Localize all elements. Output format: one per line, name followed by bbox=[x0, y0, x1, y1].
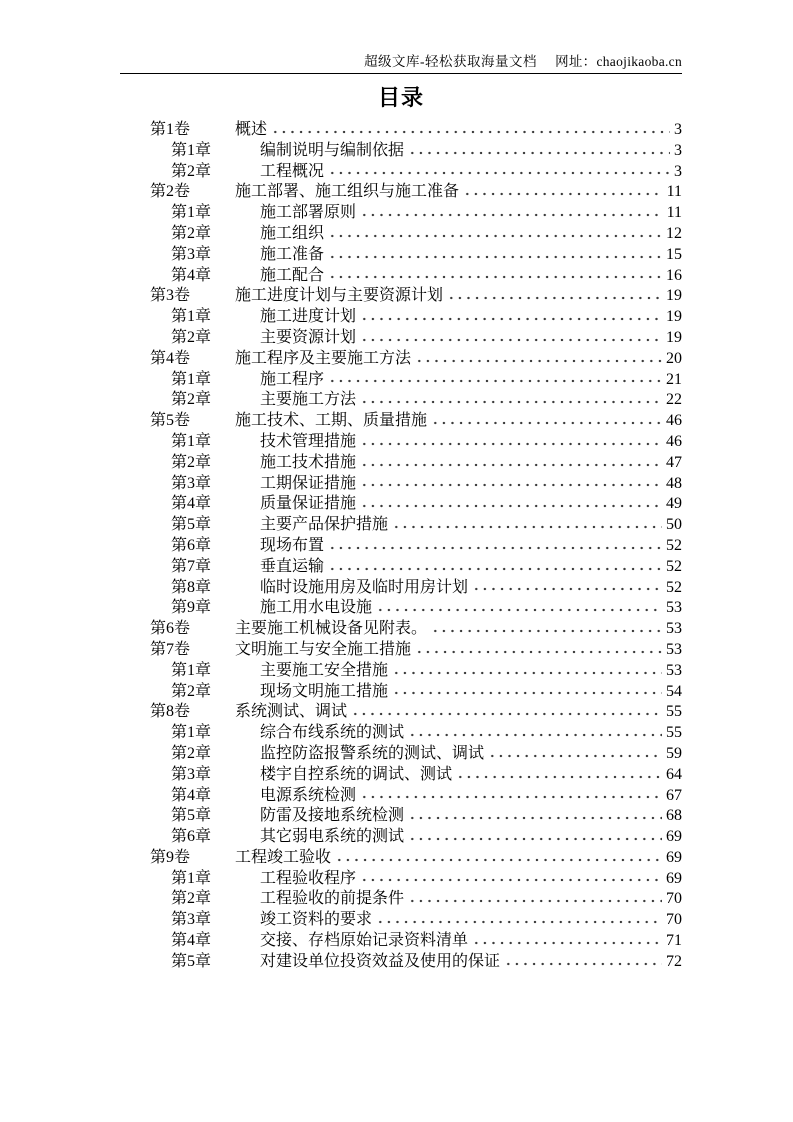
dot-leader bbox=[407, 141, 670, 162]
header-site-name: 超级文库-轻松获取海量文档 bbox=[364, 54, 538, 69]
dot-leader bbox=[359, 786, 662, 807]
toc-entry[interactable] bbox=[120, 286, 682, 307]
toc-entry-title: 工程概况 bbox=[260, 162, 325, 180]
toc-entry-title: 施工配合 bbox=[260, 266, 325, 284]
dot-leader bbox=[334, 848, 662, 869]
toc-entry-label: 第3章 bbox=[171, 765, 212, 783]
toc-entry-title: 防雷及接地系统检测 bbox=[260, 807, 405, 825]
toc-entry-title: 主要产品保护措施 bbox=[260, 516, 389, 534]
toc-entry[interactable] bbox=[120, 141, 682, 162]
toc-entry-label: 第3章 bbox=[171, 474, 212, 492]
toc-entry-title: 施工进度计划 bbox=[260, 308, 357, 326]
toc-entry-label: 第2章 bbox=[171, 890, 212, 908]
toc-entry[interactable] bbox=[120, 536, 682, 557]
toc-entry-label: 第6卷 bbox=[150, 620, 191, 638]
toc-entry-label: 第3章 bbox=[171, 245, 212, 263]
dot-leader bbox=[430, 411, 662, 432]
toc-entry-title: 对建设单位投资效益及使用的保证 bbox=[260, 952, 501, 970]
toc-entry-page: 67 bbox=[666, 786, 682, 804]
toc-entry-page: 47 bbox=[666, 453, 682, 471]
dot-leader bbox=[446, 286, 662, 307]
toc-entry-title: 施工进度计划与主要资源计划 bbox=[235, 287, 444, 305]
toc-entry[interactable] bbox=[120, 203, 682, 224]
toc-entry[interactable] bbox=[120, 245, 682, 266]
dot-leader bbox=[327, 557, 662, 578]
dot-leader bbox=[487, 744, 662, 765]
toc-entry-page: 48 bbox=[666, 474, 682, 492]
toc-entry-page: 16 bbox=[666, 266, 682, 284]
toc-entry-title: 工程竣工验收 bbox=[235, 848, 332, 866]
toc-entry-title: 工程验收程序 bbox=[260, 869, 357, 887]
dot-leader bbox=[327, 266, 662, 287]
toc-entry-label: 第1卷 bbox=[150, 121, 191, 138]
toc-entry-page: 64 bbox=[666, 765, 682, 783]
toc-entry-page: 68 bbox=[666, 807, 682, 825]
toc-entry-label: 第7卷 bbox=[150, 640, 191, 658]
toc-entry[interactable] bbox=[120, 411, 682, 432]
toc-entry[interactable] bbox=[120, 744, 682, 765]
toc-entry[interactable] bbox=[120, 889, 682, 910]
toc-entry-page: 12 bbox=[666, 224, 682, 242]
toc-entry[interactable] bbox=[120, 120, 682, 141]
toc-entry[interactable] bbox=[120, 307, 682, 328]
toc-entry-page: 3 bbox=[674, 141, 682, 159]
toc-entry-title: 技术管理措施 bbox=[260, 432, 357, 450]
toc-entry[interactable] bbox=[120, 827, 682, 848]
toc-entry-title: 其它弱电系统的测试 bbox=[260, 828, 405, 846]
header-site-url: 网址：chaojikaoba.cn bbox=[555, 54, 682, 69]
dot-leader bbox=[359, 474, 662, 495]
toc-entry-label: 第3卷 bbox=[150, 287, 191, 305]
dot-leader bbox=[503, 952, 662, 973]
toc-entry-page: 19 bbox=[666, 308, 682, 326]
dot-leader bbox=[407, 889, 662, 910]
header-divider bbox=[120, 73, 682, 74]
toc-entry-page: 54 bbox=[666, 682, 682, 700]
toc-entry[interactable] bbox=[120, 786, 682, 807]
dot-leader bbox=[327, 224, 662, 245]
toc-entry-page: 70 bbox=[666, 911, 682, 929]
toc-entry-page: 11 bbox=[666, 204, 682, 222]
toc-entry-page: 55 bbox=[666, 703, 682, 721]
toc-entry[interactable] bbox=[120, 557, 682, 578]
toc-entry-title: 监控防盗报警系统的测试、调试 bbox=[260, 744, 485, 762]
page-title: 目录 bbox=[377, 85, 424, 110]
toc-entry-title: 竣工资料的要求 bbox=[260, 911, 373, 929]
toc-entry-page: 46 bbox=[666, 412, 682, 430]
toc-entry-label: 第3章 bbox=[171, 911, 212, 929]
toc-entry-label: 第1章 bbox=[171, 308, 212, 326]
toc-entry-page: 52 bbox=[666, 557, 682, 575]
toc-entry-page: 53 bbox=[666, 620, 682, 638]
dot-leader bbox=[471, 931, 662, 952]
toc-entry[interactable] bbox=[120, 952, 682, 973]
toc-entry-title: 综合布线系统的测试 bbox=[260, 724, 405, 742]
toc-entry-page: 19 bbox=[666, 287, 682, 305]
toc-entry-title: 现场文明施工措施 bbox=[260, 682, 389, 700]
dot-leader bbox=[391, 661, 662, 682]
toc-entry-title: 临时设施用房及临时用房计划 bbox=[260, 578, 469, 596]
toc-entry-page: 21 bbox=[666, 370, 682, 388]
toc-entry-title: 系统测试、调试 bbox=[235, 703, 348, 721]
dot-leader bbox=[359, 869, 662, 890]
dot-leader bbox=[407, 723, 662, 744]
toc-entry[interactable] bbox=[120, 723, 682, 744]
toc-entry-label: 第4章 bbox=[171, 786, 212, 804]
toc-entry-title: 质量保证措施 bbox=[260, 495, 357, 513]
toc-entry-label: 第2章 bbox=[171, 162, 212, 180]
toc-entry-label: 第2章 bbox=[171, 391, 212, 409]
dot-leader bbox=[359, 328, 662, 349]
dot-leader bbox=[375, 598, 662, 619]
toc-entry-label: 第6章 bbox=[171, 828, 212, 846]
toc-entry[interactable] bbox=[120, 162, 682, 183]
toc-entry-label: 第4章 bbox=[171, 266, 212, 284]
toc-entry-label: 第2章 bbox=[171, 453, 212, 471]
toc-list bbox=[120, 120, 682, 973]
page-header bbox=[120, 53, 682, 70]
toc-entry-title: 施工准备 bbox=[260, 245, 325, 263]
toc-entry-page: 22 bbox=[666, 391, 682, 409]
toc-entry-page: 53 bbox=[666, 640, 682, 658]
toc-entry-title: 施工部署、施工组织与施工准备 bbox=[235, 183, 460, 201]
dot-leader bbox=[471, 578, 662, 599]
toc-entry-page: 3 bbox=[674, 162, 682, 180]
toc-entry-page: 55 bbox=[666, 724, 682, 742]
dot-leader bbox=[407, 806, 662, 827]
toc-entry-page: 46 bbox=[666, 432, 682, 450]
toc-entry-title: 现场布置 bbox=[260, 536, 325, 554]
toc-entry-page: 53 bbox=[666, 599, 682, 617]
toc-entry-label: 第2章 bbox=[171, 682, 212, 700]
toc-entry-label: 第7章 bbox=[171, 557, 212, 575]
toc-entry[interactable] bbox=[120, 806, 682, 827]
toc-entry[interactable] bbox=[120, 266, 682, 287]
dot-leader bbox=[375, 910, 662, 931]
dot-leader bbox=[414, 640, 662, 661]
toc-entry-title: 主要施工方法 bbox=[260, 391, 357, 409]
dot-leader bbox=[391, 515, 662, 536]
toc-entry-label: 第4章 bbox=[171, 932, 212, 950]
toc-entry[interactable] bbox=[120, 661, 682, 682]
toc-entry-label: 第2章 bbox=[171, 328, 212, 346]
toc-entry[interactable] bbox=[120, 224, 682, 245]
toc-entry-label: 第5章 bbox=[171, 516, 212, 534]
toc-entry-title: 概述 bbox=[235, 121, 268, 138]
toc-entry-title: 施工部署原则 bbox=[260, 204, 357, 222]
toc-entry-label: 第5章 bbox=[171, 807, 212, 825]
dot-leader bbox=[359, 307, 662, 328]
toc-entry-label: 第6章 bbox=[171, 536, 212, 554]
toc-entry-label: 第2章 bbox=[171, 744, 212, 762]
toc-entry-title: 工期保证措施 bbox=[260, 474, 357, 492]
toc-entry-title: 施工组织 bbox=[260, 224, 325, 242]
toc-entry-page: 3 bbox=[674, 121, 682, 138]
dot-leader bbox=[359, 203, 663, 224]
toc-entry-label: 第1章 bbox=[171, 370, 212, 388]
toc-entry-page: 53 bbox=[666, 661, 682, 679]
toc-entry-title: 施工技术措施 bbox=[260, 453, 357, 471]
toc-entry-title: 施工用水电设施 bbox=[260, 599, 373, 617]
dot-leader bbox=[327, 162, 670, 183]
toc-entry[interactable] bbox=[120, 578, 682, 599]
dot-leader bbox=[455, 765, 662, 786]
toc-entry-page: 70 bbox=[666, 890, 682, 908]
toc-entry[interactable] bbox=[120, 848, 682, 869]
dot-leader bbox=[430, 619, 662, 640]
toc-entry-title: 主要施工机械设备见附表。 bbox=[235, 620, 428, 638]
toc-entry[interactable] bbox=[120, 182, 682, 203]
page-content bbox=[120, 0, 682, 973]
toc-entry[interactable] bbox=[120, 619, 682, 640]
dot-leader bbox=[327, 245, 662, 266]
toc-entry[interactable] bbox=[120, 910, 682, 931]
toc-entry-page: 20 bbox=[666, 349, 682, 367]
dot-leader bbox=[407, 827, 662, 848]
toc-entry-page: 11 bbox=[666, 183, 682, 201]
toc-entry[interactable] bbox=[120, 702, 682, 723]
dot-leader bbox=[414, 349, 662, 370]
toc-entry-label: 第4章 bbox=[171, 495, 212, 513]
toc-entry-label: 第1章 bbox=[171, 724, 212, 742]
toc-entry-page: 69 bbox=[666, 848, 682, 866]
dot-leader bbox=[327, 536, 662, 557]
toc-entry-label: 第9卷 bbox=[150, 848, 191, 866]
toc-entry-label: 第5卷 bbox=[150, 412, 191, 430]
toc-entry-page: 15 bbox=[666, 245, 682, 263]
toc-entry-label: 第1章 bbox=[171, 661, 212, 679]
toc-entry-label: 第8章 bbox=[171, 578, 212, 596]
toc-entry-label: 第1章 bbox=[171, 204, 212, 222]
dot-leader bbox=[327, 370, 662, 391]
toc-entry-title: 交接、存档原始记录资料清单 bbox=[260, 932, 469, 950]
toc-entry[interactable] bbox=[120, 598, 682, 619]
toc-entry[interactable] bbox=[120, 494, 682, 515]
toc-entry-page: 50 bbox=[666, 516, 682, 534]
toc-entry[interactable] bbox=[120, 349, 682, 370]
toc-entry-page: 69 bbox=[666, 869, 682, 887]
toc-entry-page: 52 bbox=[666, 536, 682, 554]
toc-entry-title: 施工程序及主要施工方法 bbox=[235, 349, 412, 367]
toc-entry-title: 电源系统检测 bbox=[260, 786, 357, 804]
dot-leader bbox=[359, 432, 662, 453]
toc-entry-page: 59 bbox=[666, 744, 682, 762]
toc-entry-label: 第9章 bbox=[171, 599, 212, 617]
toc-entry-title: 主要资源计划 bbox=[260, 328, 357, 346]
toc-entry-label: 第1章 bbox=[171, 432, 212, 450]
dot-leader bbox=[270, 120, 670, 141]
toc-entry-title: 施工技术、工期、质量措施 bbox=[235, 412, 428, 430]
toc-entry-page: 72 bbox=[666, 952, 682, 970]
dot-leader bbox=[462, 182, 663, 203]
toc-entry-label: 第1章 bbox=[171, 141, 212, 159]
toc-entry-title: 工程验收的前提条件 bbox=[260, 890, 405, 908]
toc-entry-label: 第2章 bbox=[171, 224, 212, 242]
toc-entry-label: 第2卷 bbox=[150, 183, 191, 201]
dot-leader bbox=[359, 453, 662, 474]
toc-entry-title: 主要施工安全措施 bbox=[260, 661, 389, 679]
toc-entry[interactable] bbox=[120, 640, 682, 661]
dot-leader bbox=[391, 682, 662, 703]
toc-entry[interactable] bbox=[120, 328, 682, 349]
toc-entry-title: 施工程序 bbox=[260, 370, 325, 388]
toc-entry-title: 楼宇自控系统的调试、测试 bbox=[260, 765, 453, 783]
toc-entry[interactable] bbox=[120, 370, 682, 391]
toc-entry-page: 71 bbox=[666, 932, 682, 950]
dot-leader bbox=[359, 390, 662, 411]
toc-entry[interactable] bbox=[120, 765, 682, 786]
dot-leader bbox=[359, 494, 662, 515]
toc-entry-page: 49 bbox=[666, 495, 682, 513]
toc-entry-page: 19 bbox=[666, 328, 682, 346]
toc-entry[interactable] bbox=[120, 515, 682, 536]
toc-entry-label: 第4卷 bbox=[150, 349, 191, 367]
toc-entry[interactable] bbox=[120, 432, 682, 453]
dot-leader bbox=[350, 702, 662, 723]
toc-entry-label: 第5章 bbox=[171, 952, 212, 970]
toc-entry-page: 69 bbox=[666, 828, 682, 846]
toc-entry[interactable] bbox=[120, 474, 682, 495]
toc-entry-title: 文明施工与安全施工措施 bbox=[235, 640, 412, 658]
toc-entry-label: 第8卷 bbox=[150, 703, 191, 721]
toc-entry[interactable] bbox=[120, 869, 682, 890]
toc-entry[interactable] bbox=[120, 682, 682, 703]
toc-entry[interactable] bbox=[120, 931, 682, 952]
toc-entry[interactable] bbox=[120, 453, 682, 474]
toc-entry[interactable] bbox=[120, 390, 682, 411]
toc-entry-page: 52 bbox=[666, 578, 682, 596]
toc-entry-title: 编制说明与编制依据 bbox=[260, 141, 405, 159]
toc-entry-title: 垂直运输 bbox=[260, 557, 325, 575]
toc-entry-label: 第1章 bbox=[171, 869, 212, 887]
